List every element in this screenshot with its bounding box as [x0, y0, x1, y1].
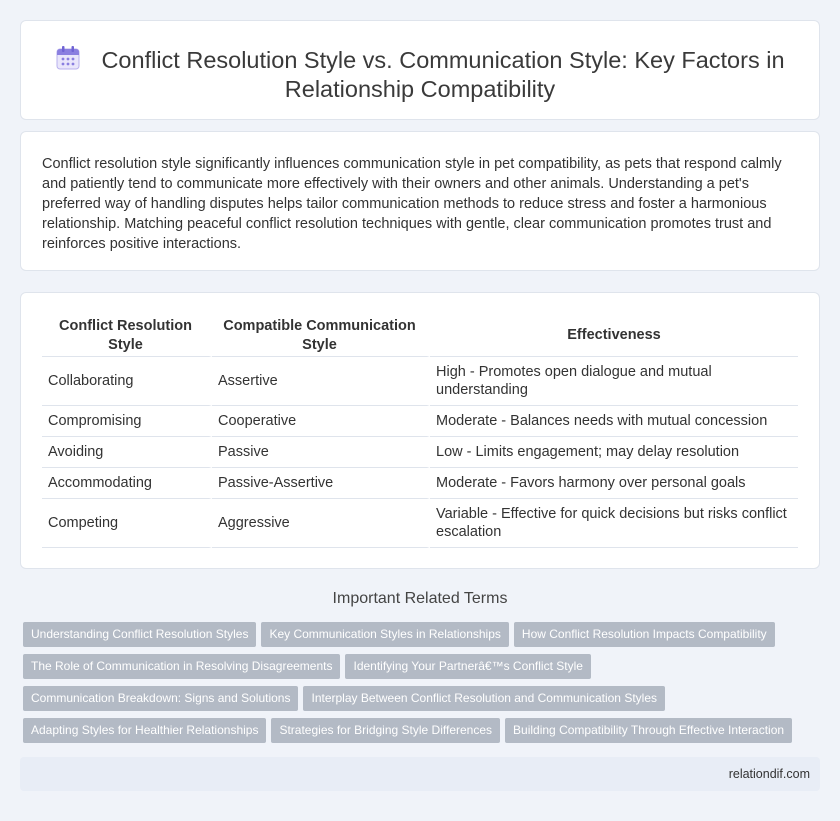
related-term-tag[interactable]: Building Compatibility Through Effective Interaction	[505, 718, 792, 743]
related-term-tag[interactable]: Interplay Between Conflict Resolution and Communication Styles	[303, 686, 665, 711]
site-link[interactable]: relationdif.com	[728, 767, 810, 781]
table-cell: Passive-Assertive	[212, 468, 430, 499]
related-term-tag[interactable]: Strategies for Bridging Style Differences	[271, 718, 500, 743]
related-term-tag[interactable]: Key Communication Styles in Relationships	[261, 622, 508, 647]
tag-row	[23, 654, 823, 686]
header-card	[20, 20, 820, 120]
related-term-tag[interactable]: Adapting Styles for Healthier Relationships	[23, 718, 266, 743]
page-title	[21, 45, 819, 104]
table-cell: Variable - Effective for quick decisions but risks conflict escalation	[430, 499, 798, 548]
related-term-tag[interactable]: The Role of Communication in Resolving Disagreements	[23, 654, 340, 679]
table-cell: Low - Limits engagement; may delay resolution	[430, 437, 798, 468]
table-cell: Accommodating	[42, 468, 212, 499]
table-row	[42, 357, 798, 406]
table-cell: Competing	[42, 499, 212, 548]
page-title-text: Conflict Resolution Style vs. Communication Style: Key Factors in Relationship Compatibility	[101, 47, 785, 102]
table-header-row	[42, 315, 798, 357]
intro-card	[20, 131, 820, 271]
footer	[20, 757, 820, 791]
related-term-tag[interactable]: Understanding Conflict Resolution Styles	[23, 622, 256, 647]
column-header: Conflict Resolution Style	[42, 315, 212, 357]
related-terms-title: Important Related Terms	[332, 590, 508, 607]
table-cell: Assertive	[212, 357, 430, 406]
table-cell: Collaborating	[42, 357, 212, 406]
column-header: Compatible Communication Style	[212, 315, 430, 357]
table-row	[42, 406, 798, 437]
intro-paragraph: Conflict resolution style significantly influences communication style in pet compatibility, as pets that respond calmly and patiently tend to communicate more effectively with their owners and other animals. Understanding a pet's preferred way of handling disputes helps tailor communication methods to reduce stress and foster a harmonious relationship. Matching peaceful conflict resolution techniques with gentle, clear communication promotes trust and reinforces positive interactions.	[42, 156, 782, 252]
table-row	[42, 468, 798, 499]
table-cell: Moderate - Balances needs with mutual concession	[430, 406, 798, 437]
table-row	[42, 437, 798, 468]
column-header: Effectiveness	[430, 315, 798, 357]
table-cell: Passive	[212, 437, 430, 468]
table-row	[42, 499, 798, 548]
related-term-tag[interactable]: Communication Breakdown: Signs and Solutions	[23, 686, 298, 711]
comparison-table	[42, 315, 798, 548]
table-cell: Avoiding	[42, 437, 212, 468]
table-cell: Aggressive	[212, 499, 430, 548]
related-terms-tags	[23, 622, 823, 750]
table-cell: Compromising	[42, 406, 212, 437]
table-cell: High - Promotes open dialogue and mutual understanding	[430, 357, 798, 406]
table-cell: Moderate - Favors harmony over personal goals	[430, 468, 798, 499]
related-term-tag[interactable]: Identifying Your Partnerâ€™s Conflict Style	[345, 654, 590, 679]
calendar-icon	[55, 45, 81, 71]
related-term-tag[interactable]: How Conflict Resolution Impacts Compatibility	[514, 622, 775, 647]
tag-row	[23, 718, 823, 750]
comparison-table-card	[20, 292, 820, 569]
tag-row	[23, 686, 823, 718]
tag-row	[23, 622, 823, 654]
table-cell: Cooperative	[212, 406, 430, 437]
